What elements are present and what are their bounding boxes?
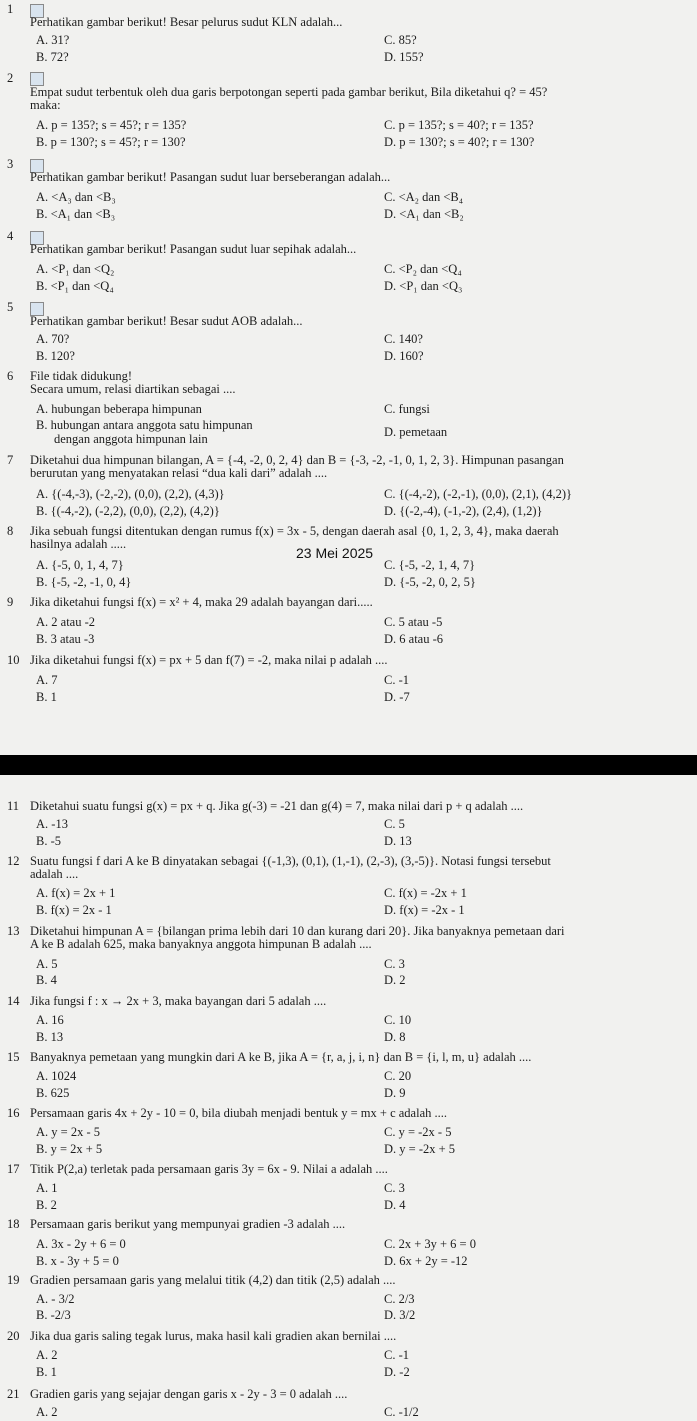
question-number: 5 xyxy=(7,300,14,314)
question-stem: Jika diketahui fungsi f(x) = x² + 4, maka 29 adalah bayangan dari..... xyxy=(30,595,373,609)
option-b-line2: dengan anggota himpunan lain xyxy=(54,432,208,446)
question-stem: Perhatikan gambar berikut! Pasangan sudut luar sepihak adalah... xyxy=(30,242,357,256)
option-c: C. -1 xyxy=(384,1348,409,1362)
question-stem: Empat sudut terbentuk oleh dua garis berpotongan seperti pada gambar berikut, Bila diketahui q? = 45? xyxy=(30,85,548,99)
option-c: C. 5 atau -5 xyxy=(384,615,443,629)
option-d: D. 4 xyxy=(384,1198,406,1212)
option-b: B. 625 xyxy=(36,1086,70,1100)
page-divider-band xyxy=(0,755,697,775)
option-c: C. 5 xyxy=(384,817,405,831)
question-number: 1 xyxy=(7,2,14,16)
question-stem: Perhatikan gambar berikut! Besar sudut AOB adalah... xyxy=(30,314,303,328)
option-a: A. 5 xyxy=(36,957,58,971)
option-b: B. 4 xyxy=(36,973,57,987)
question-number: 8 xyxy=(7,524,14,538)
option-a: A. 70? xyxy=(36,332,70,346)
option-d: D. 8 xyxy=(384,1030,406,1044)
option-c: C. {-5, -2, 1, 4, 7} xyxy=(384,558,476,572)
option-c: C. 3 xyxy=(384,957,405,971)
option-c: C. <A₂ dan <B₄ xyxy=(384,190,464,204)
option-c: C. <P₂ dan <Q₄ xyxy=(384,262,462,276)
option-b: B. p = 130?; s = 45?; r = 130? xyxy=(36,135,186,149)
question-stem: Persamaan garis berikut yang mempunyai gradien -3 adalah .... xyxy=(30,1217,346,1231)
option-d: D. f(x) = -2x - 1 xyxy=(384,903,465,917)
question-number: 2 xyxy=(7,71,14,85)
option-b: B. hubungan antara anggota satu himpunan xyxy=(36,418,253,432)
question-stem: Jika diketahui fungsi f(x) = px + 5 dan f(7) = -2, maka nilai p adalah .... xyxy=(30,653,388,667)
question-stem: Persamaan garis 4x + 2y - 10 = 0, bila diubah menjadi bentuk y = mx + c adalah .... xyxy=(30,1106,447,1120)
option-a: A. hubungan beberapa himpunan xyxy=(36,402,202,416)
option-d: D. 6 atau -6 xyxy=(384,632,444,646)
option-d: D. 155? xyxy=(384,50,424,64)
option-b: B. <A₁ dan <B₃ xyxy=(36,207,116,221)
option-d: D. 3/2 xyxy=(384,1308,416,1322)
option-b: B. {(-4,-2), (-2,2), (0,0), (2,2), (4,2)} xyxy=(36,504,220,518)
option-c: C. fungsi xyxy=(384,402,430,416)
option-b: B. f(x) = 2x - 1 xyxy=(36,903,112,917)
option-b: B. y = 2x + 5 xyxy=(36,1142,103,1156)
option-d: D. {-5, -2, 0, 2, 5} xyxy=(384,575,476,589)
option-b: B. 72? xyxy=(36,50,69,64)
option-c: C. 140? xyxy=(384,332,423,346)
option-d: D. {(-2,-4), (-1,-2), (2,4), (1,2)} xyxy=(384,504,543,518)
option-c: C. f(x) = -2x + 1 xyxy=(384,886,467,900)
question-stem-line2: adalah .... xyxy=(30,867,79,881)
option-c: C. 20 xyxy=(384,1069,412,1083)
option-a: A. <P₁ dan <Q₂ xyxy=(36,262,115,276)
option-c: C. 10 xyxy=(384,1013,412,1027)
option-a: A. 31? xyxy=(36,33,70,47)
option-a: A. <A₃ dan <B₃ xyxy=(36,190,116,204)
question-stem: File tidak didukung! xyxy=(30,369,133,383)
question-number: 16 xyxy=(7,1106,20,1120)
question-number: 15 xyxy=(7,1050,20,1064)
question-number: 12 xyxy=(7,854,20,868)
option-d: D. -7 xyxy=(384,690,410,704)
option-d: D. 2 xyxy=(384,973,406,987)
option-a: A. 3x - 2y + 6 = 0 xyxy=(36,1237,126,1251)
option-d: D. p = 130?; s = 40?; r = 130? xyxy=(384,135,535,149)
question-number: 19 xyxy=(7,1273,20,1287)
question-number: 18 xyxy=(7,1217,20,1231)
option-c: C. p = 135?; s = 40?; r = 135? xyxy=(384,118,534,132)
broken-image-icon xyxy=(30,72,44,86)
question-number: 9 xyxy=(7,595,14,609)
option-b: B. -5 xyxy=(36,834,61,848)
option-c: C. y = -2x - 5 xyxy=(384,1125,452,1139)
option-c: C. 3 xyxy=(384,1181,405,1195)
option-a: A. -13 xyxy=(36,817,68,831)
option-d: D. pemetaan xyxy=(384,425,448,439)
question-stem: Jika dua garis saling tegak lurus, maka hasil kali gradien akan bernilai .... xyxy=(30,1329,397,1343)
option-a: A. 1 xyxy=(36,1181,58,1195)
option-b: B. 1 xyxy=(36,690,57,704)
option-b: B. 120? xyxy=(36,349,75,363)
question-stem: Gradien persamaan garis yang melalui titik (4,2) dan titik (2,5) adalah .... xyxy=(30,1273,396,1287)
question-stem: Diketahui dua himpunan bilangan, A = {-4, -2, 0, 2, 4} dan B = {-3, -2, -1, 0, 1, 2, 3}. Himpunan pasangan xyxy=(30,453,564,467)
question-number: 13 xyxy=(7,924,20,938)
question-stem: Titik P(2,a) terletak pada persamaan garis 3y = 6x - 9. Nilai a adalah .... xyxy=(30,1162,388,1176)
question-stem: Diketahui himpunan A = {bilangan prima lebih dari 10 dan kurang dari 20}. Jika banyaknya pemetaan dari xyxy=(30,924,565,938)
question-number: 17 xyxy=(7,1162,20,1176)
question-stem: Diketahui suatu fungsi g(x) = px + q. Jika g(-3) = -21 dan g(4) = 7, maka nilai dari p + q adalah .... xyxy=(30,799,524,813)
date-stamp: 23 Mei 2025 xyxy=(296,545,374,561)
option-c: C. 2/3 xyxy=(384,1292,415,1306)
question-number: 10 xyxy=(7,653,20,667)
question-number: 4 xyxy=(7,229,14,243)
option-c: C. 85? xyxy=(384,33,417,47)
option-a: A. y = 2x - 5 xyxy=(36,1125,100,1139)
question-number: 6 xyxy=(7,369,14,383)
option-d: D. 9 xyxy=(384,1086,406,1100)
option-d: D. <A₁ dan <B₂ xyxy=(384,207,464,221)
option-b: B. 1 xyxy=(36,1365,57,1379)
question-stem: Perhatikan gambar berikut! Besar pelurus sudut KLN adalah... xyxy=(30,15,343,29)
question-stem: Jika fungsi f : x → 2x + 3, maka bayangan dari 5 adalah .... xyxy=(30,994,327,1008)
question-stem: Suatu fungsi f dari A ke B dinyatakan sebagai {(-1,3), (0,1), (1,-1), (2,-3), (3,-5)}. Notasi fungsi tersebut xyxy=(30,854,551,868)
question-number: 20 xyxy=(7,1329,20,1343)
question-stem-line2: maka: xyxy=(30,98,61,112)
option-b: B. 2 xyxy=(36,1198,57,1212)
option-a: A. {-5, 0, 1, 4, 7} xyxy=(36,558,124,572)
option-d: D. <P₁ dan <Q₃ xyxy=(384,279,463,293)
option-c: C. -1 xyxy=(384,673,409,687)
option-b: B. {-5, -2, -1, 0, 4} xyxy=(36,575,132,589)
question-number: 14 xyxy=(7,994,20,1008)
question-number: 11 xyxy=(7,799,20,813)
option-a: A. 2 xyxy=(36,1348,58,1362)
option-b: B. 13 xyxy=(36,1030,64,1044)
question-stem-line2: A ke B adalah 625, maka banyaknya anggota himpunan B adalah .... xyxy=(30,937,372,951)
question-number: 3 xyxy=(7,157,14,171)
question-stem: Gradien garis yang sejajar dengan garis x - 2y - 3 = 0 adalah .... xyxy=(30,1387,348,1401)
option-c: C. {(-4,-2), (-2,-1), (0,0), (2,1), (4,2)} xyxy=(384,487,572,501)
option-d: D. -2 xyxy=(384,1365,410,1379)
option-a: A. 7 xyxy=(36,673,58,687)
question-stem-line2: berurutan yang menyatakan relasi “dua kali dari” adalah .... xyxy=(30,466,328,480)
option-c: C. 2x + 3y + 6 = 0 xyxy=(384,1237,476,1251)
option-a: A. {(-4,-3), (-2,-2), (0,0), (2,2), (4,3)} xyxy=(36,487,225,501)
question-stem: Perhatikan gambar berikut! Pasangan sudut luar berseberangan adalah... xyxy=(30,170,391,184)
question-number: 21 xyxy=(7,1387,20,1401)
option-d: D. 13 xyxy=(384,834,412,848)
question-stem-line2: Secara umum, relasi diartikan sebagai .... xyxy=(30,382,236,396)
option-b: B. x - 3y + 5 = 0 xyxy=(36,1254,119,1268)
option-d: D. 160? xyxy=(384,349,424,363)
option-b: B. <P₁ dan <Q₄ xyxy=(36,279,114,293)
question-stem: Banyaknya pemetaan yang mungkin dari A ke B, jika A = {r, a, j, i, n} dan B = {i, l, m, u} adalah .... xyxy=(30,1050,532,1064)
option-b: B. -2/3 xyxy=(36,1308,71,1322)
option-a: A. 2 atau -2 xyxy=(36,615,96,629)
option-d: D. y = -2x + 5 xyxy=(384,1142,456,1156)
question-number: 7 xyxy=(7,453,14,467)
option-a: A. 16 xyxy=(36,1013,64,1027)
question-stem: Jika sebuah fungsi ditentukan dengan rumus f(x) = 3x - 5, dengan daerah asal {0, 1, 2, 3, 4}, maka daerah xyxy=(30,524,559,538)
option-d: D. 6x + 2y = -12 xyxy=(384,1254,468,1268)
option-c: C. -1/2 xyxy=(384,1405,419,1419)
option-a: A. f(x) = 2x + 1 xyxy=(36,886,116,900)
option-a: A. 2 xyxy=(36,1405,58,1419)
option-a: A. p = 135?; s = 45?; r = 135? xyxy=(36,118,187,132)
option-a: A. 1024 xyxy=(36,1069,77,1083)
question-stem-line2: hasilnya adalah ..... xyxy=(30,537,127,551)
option-b: B. 3 atau -3 xyxy=(36,632,95,646)
option-a: A. - 3/2 xyxy=(36,1292,75,1306)
